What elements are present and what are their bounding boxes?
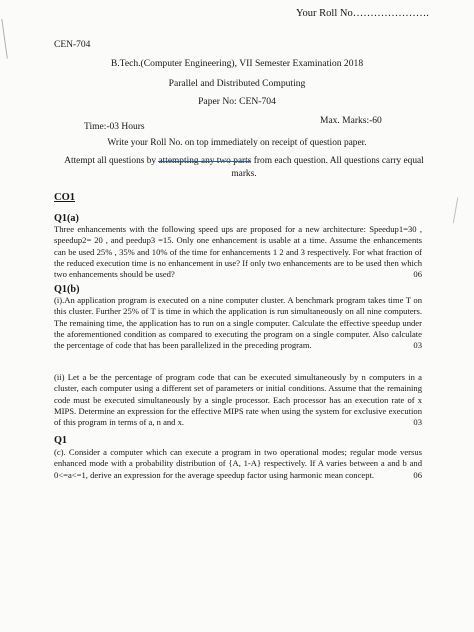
question-heading: Q1(b) — [54, 284, 80, 295]
question-marks: 03 — [413, 417, 422, 428]
struck-text: attempting any two parts — [158, 156, 252, 166]
question-marks: 06 — [413, 469, 422, 480]
question-heading: Q1(a) — [54, 213, 79, 224]
scan-mark — [1, 17, 17, 58]
instruction-attempt — [54, 155, 434, 180]
question-text — [54, 224, 422, 280]
question-text — [54, 372, 422, 428]
question-body: (ii) Let a be the percentage of program code that can be executed simultaneously by n computers in a cluster, each computer using a different set of parameters or initial conditions. Assume that the remaining code must be executed simultaneously by a single processor. Each processor has an execution rate of x MIPS. Determine an expression for the effective MIPS rate when using the system for exclusive execution of this program in terms of a, n and x. — [54, 372, 422, 428]
question-marks: 06 — [413, 269, 422, 280]
question-heading: Q1 — [54, 435, 68, 446]
scan-mark — [453, 197, 466, 224]
question-text — [54, 447, 422, 481]
paper-number: Paper No: CEN-704 — [198, 96, 276, 107]
question-marks: 03 — [413, 340, 422, 351]
exam-title: B.Tech.(Computer Engineering), VII Semester Examination 2018 — [110, 58, 364, 69]
max-marks: Max. Marks:-60 — [320, 116, 382, 126]
course-code: CEN-704 — [54, 40, 91, 50]
question-body: Three enhancements with the following speed ups are proposed for a new architecture: Speedup1=30 , speedup2= 20 , and peedup3 =15. Only one enhancement is usable at a time. Assume the enhancements can be used 25% , 35% and 10% of the time for enhancements 1 2 and 3 respectively. For what fraction of the reduced execution time is no enhancement in use? If only two enhancements are to be used then which two enhancements should be used? — [54, 224, 422, 280]
instruction-text: Attempt all questions by — [64, 156, 159, 166]
question-body: (i).An application program is executed on a nine computer cluster. A benchmark program takes time T on this cluster. Further 25% of T is time in which the application is run simultaneously on all nine computers. The remaining time, the application has to run on a single computer. Calculate the effective speedup under the aforementioned condition as compared to executing the program on a single computer. Also calculate the percentage of code that has been parallelized in the preceding program. — [54, 295, 422, 351]
roll-number-line: Your Roll No…………………. — [296, 8, 429, 19]
instruction-roll-no: Write your Roll No. on top immediately on receipt of question paper. — [107, 138, 367, 148]
instruction-text: from each question. All questions carry equal marks. — [231, 156, 424, 179]
subject-title: Parallel and Distributed Computing — [168, 78, 306, 89]
time-allowed: Time:-03 Hours — [84, 122, 145, 132]
question-text — [54, 295, 422, 351]
co-heading: CO1 — [54, 192, 75, 203]
question-body: (c). Consider a computer which can execute a program in two operational modes; regular mode versus enhanced mode with a probability distribution of {A, 1-A} respectively. If A varies between a and b and 0<=a<=1, derive an expression for the average speedup factor using harmonic mean concept. — [54, 447, 422, 480]
